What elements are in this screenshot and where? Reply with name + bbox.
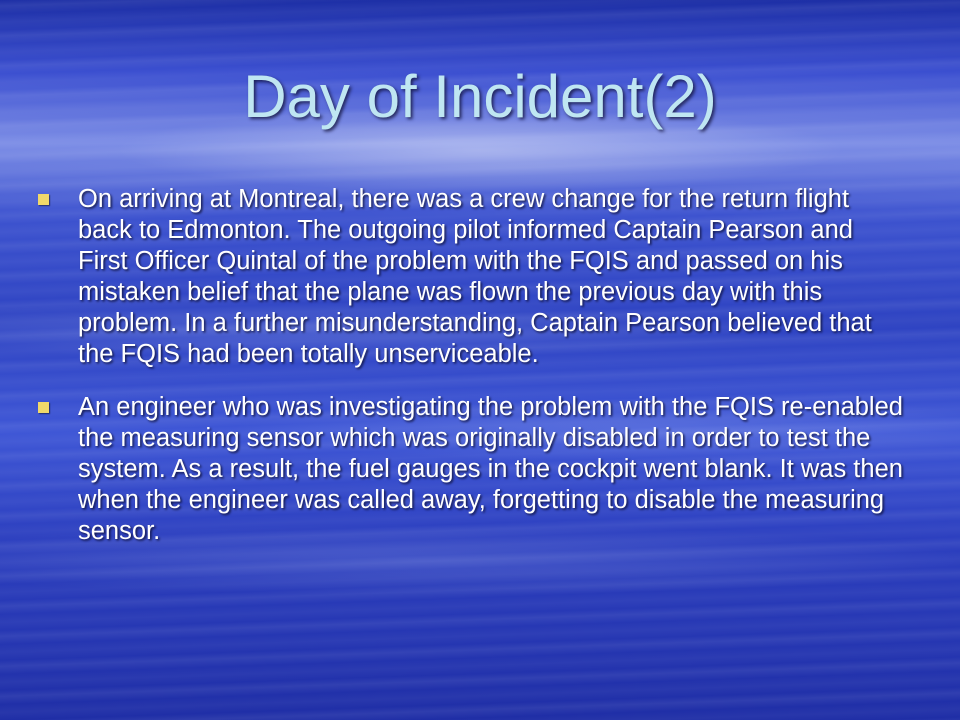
square-bullet-icon bbox=[38, 402, 49, 413]
slide-title: Day of Incident(2) bbox=[243, 63, 717, 130]
bullet-text: On arriving at Montreal, there was a crew change for the return flight back to Edmonton. The outgoing pilot informed Captain Pearson and First Officer Quintal of the problem with the FQIS and passed on his mistaken belief that the plane was flown the previous day with this problem. In a further misunderstanding, Captain Pearson believed that the FQIS had been totally unserviceable. bbox=[78, 185, 872, 368]
square-bullet-icon bbox=[38, 194, 49, 205]
bullet-item bbox=[36, 184, 906, 370]
bullet-text: An engineer who was investigating the problem with the FQIS re-enabled the measuring sensor which was originally disabled in order to test the system. As a result, the fuel gauges in the cockpit went blank. It was then when the engineer was called away, forgetting to disable the measuring sensor. bbox=[78, 393, 903, 545]
bullet-list bbox=[36, 184, 906, 569]
bullet-item bbox=[36, 392, 906, 547]
